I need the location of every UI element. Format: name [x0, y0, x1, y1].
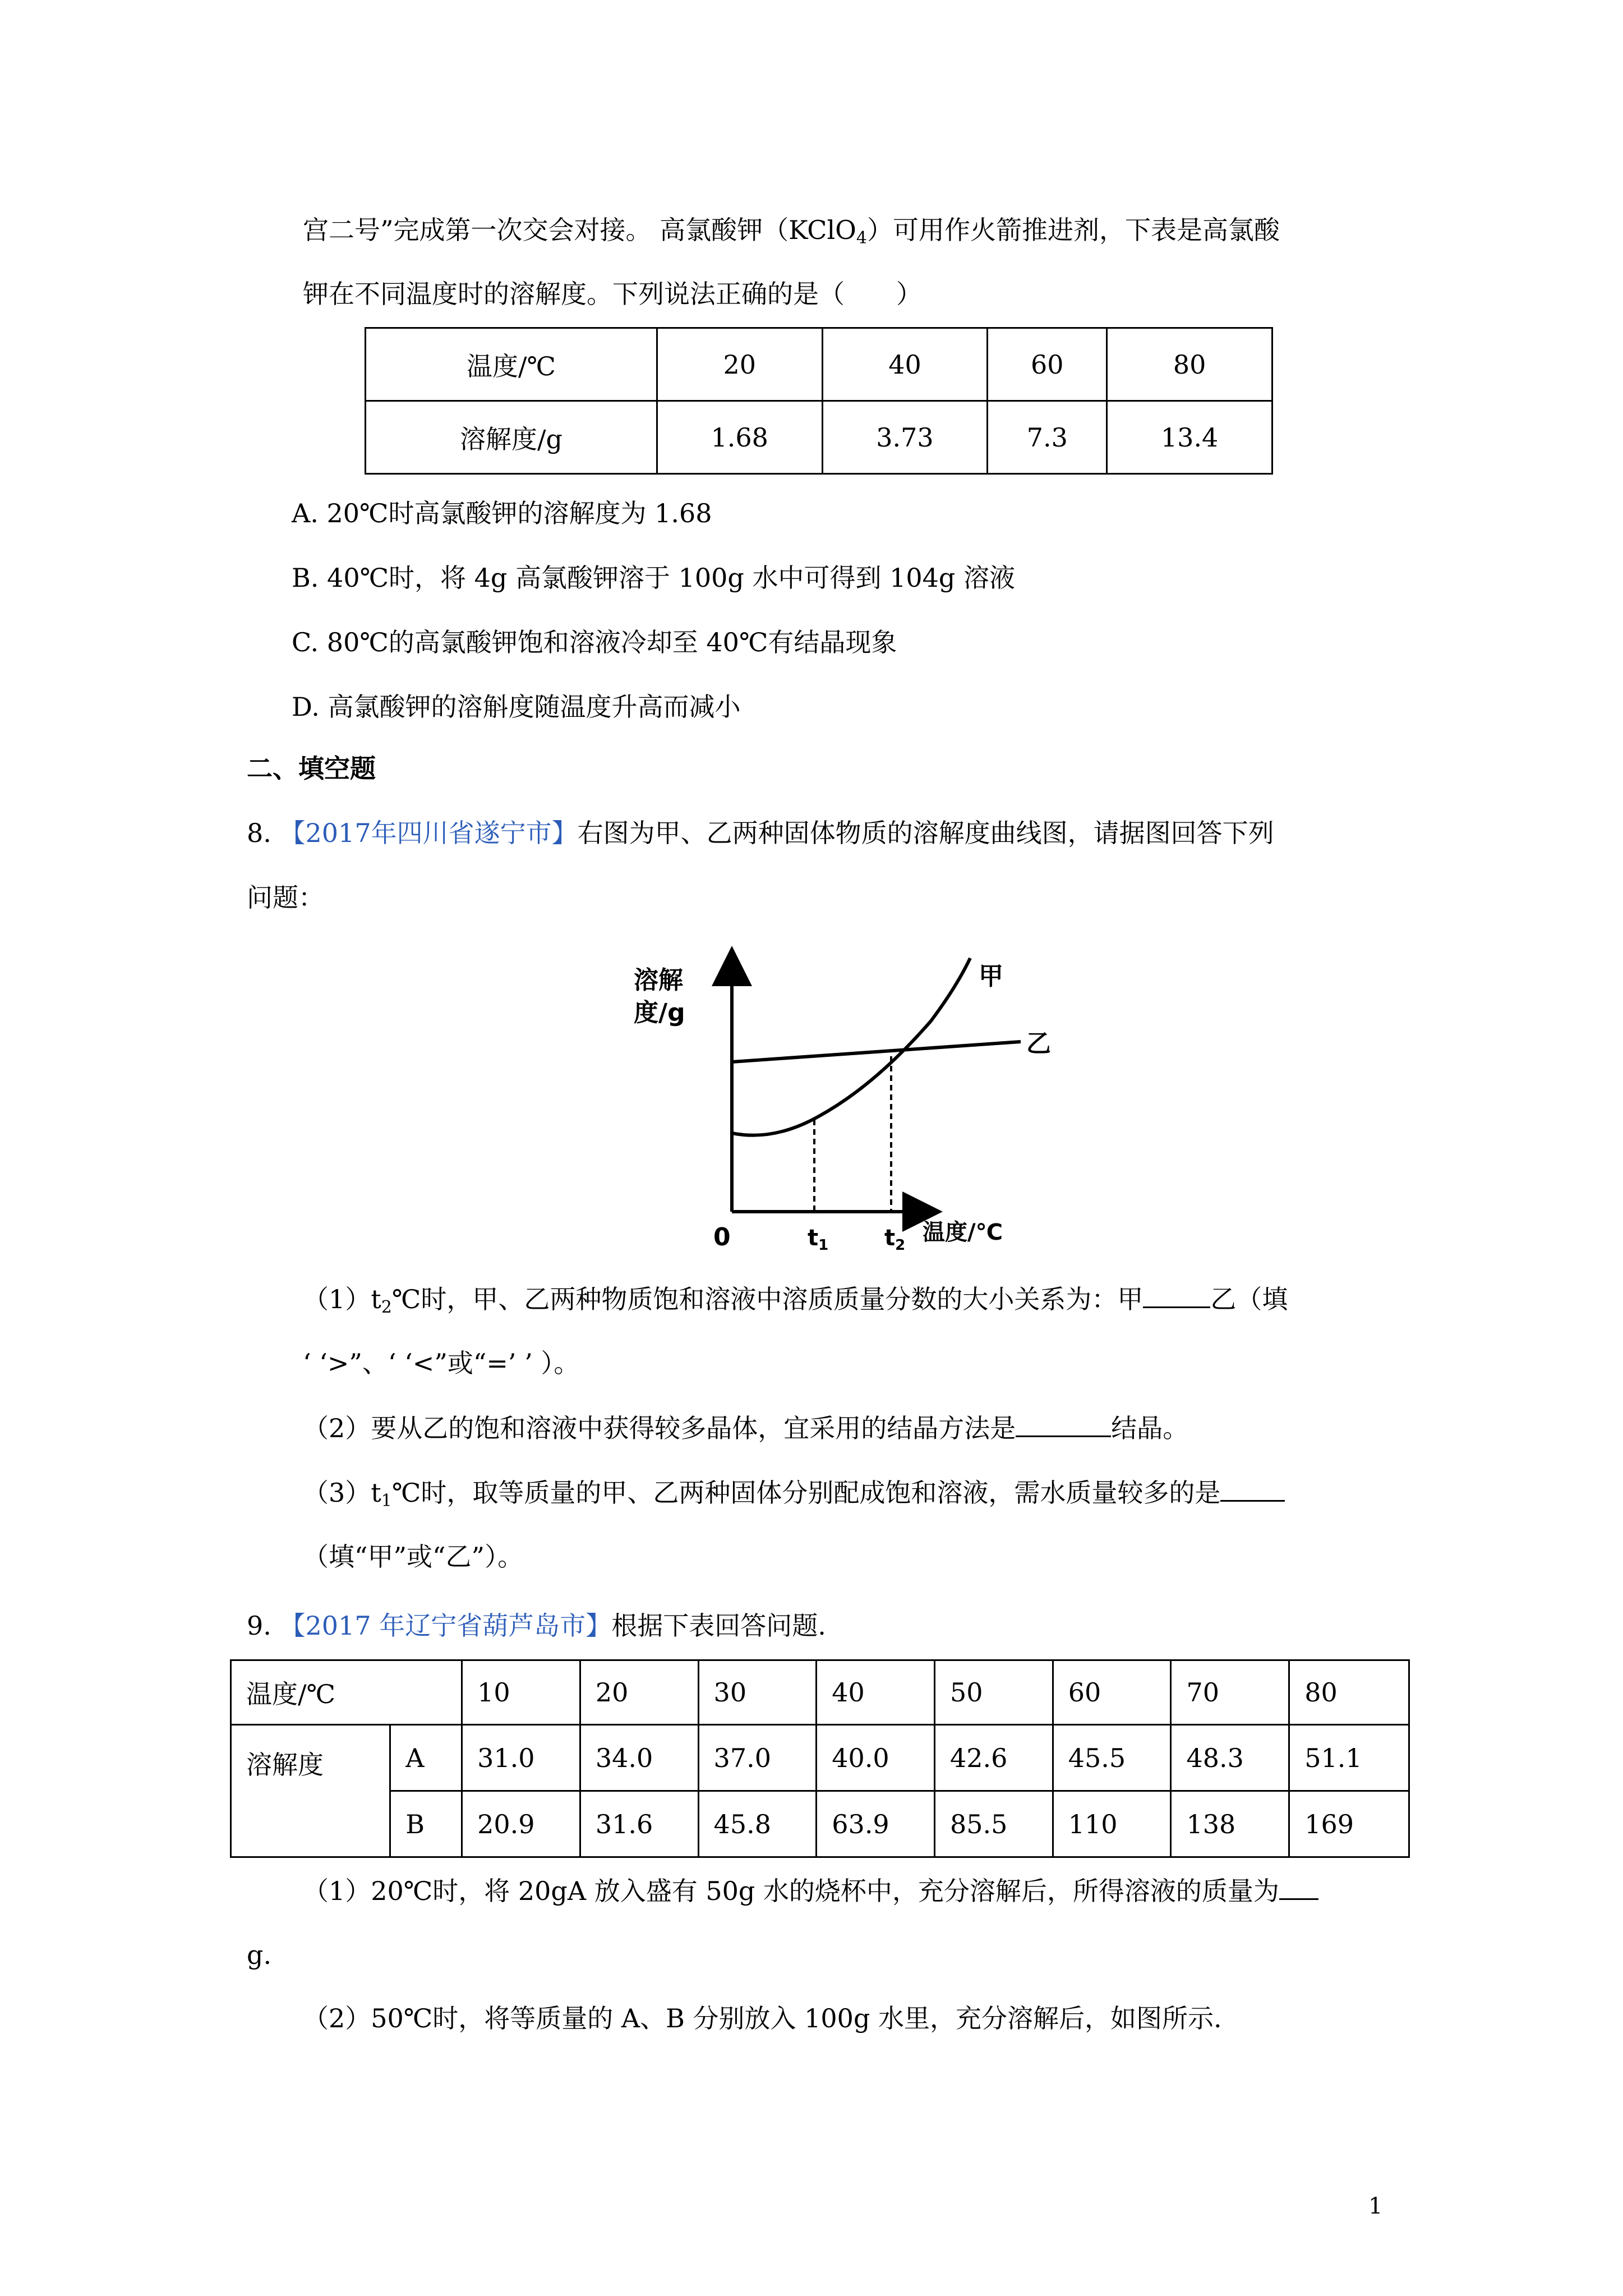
q8-number: 8.: [247, 818, 271, 848]
y-axis-label-2: 度/g: [634, 999, 685, 1027]
table-cell: 溶解度: [231, 1725, 390, 1857]
table-cell: 20.9: [462, 1791, 580, 1857]
curve-yi-label: 乙: [1026, 1029, 1051, 1058]
table-cell: 51.1: [1289, 1725, 1409, 1791]
answer-blank[interactable]: [1016, 1411, 1111, 1437]
table-cell: 10: [462, 1660, 580, 1725]
q9-stem: 9. 【2017 年辽宁省葫芦岛市】根据下表回答问题.: [247, 1611, 826, 1641]
table-cell: 169: [1289, 1791, 1409, 1857]
table-cell: 13.4: [1107, 401, 1272, 474]
table-cell: 30: [698, 1660, 817, 1725]
table-cell: 34.0: [580, 1725, 698, 1791]
page-number: 1: [1368, 2193, 1383, 2219]
table-cell: 20: [657, 328, 822, 401]
y-axis-label-1: 溶解: [634, 966, 683, 995]
table-cell: 溶解度/g: [366, 401, 657, 474]
table-cell: 45.5: [1053, 1725, 1171, 1791]
q8-sub3-line1: $(3)t_1℃$时，取等质量的甲、乙两种固体分别配成饱和溶液，需水质量较多的是: [303, 1475, 1285, 1518]
q9-solubility-table: [230, 1659, 1410, 1858]
table-cell: 1.68: [657, 401, 822, 474]
q7-option-a: A. 20℃时高氯酸钾的溶解度为 1.68: [292, 498, 712, 528]
table-cell: 110: [1053, 1791, 1171, 1857]
table-cell: 温度/℃: [231, 1660, 462, 1725]
table-cell: 80: [1107, 328, 1272, 401]
table-cell: 31.0: [462, 1725, 580, 1791]
origin-label: 0: [713, 1223, 731, 1251]
q8-stem-line1: 8. 【2017年四川省遂宁市】右图为甲、乙两种固体物质的溶解度曲线图，请据图回答下列: [247, 818, 1274, 848]
curve-jia-label: 甲: [979, 962, 1003, 991]
curve-yi: [732, 1042, 1021, 1062]
table-cell: 48.3: [1171, 1725, 1289, 1791]
q7-option-b: B. 40℃时，将 4g 高氯酸钾溶于 100g 水中可得到 104g 溶液: [292, 563, 1015, 593]
table-cell: 85.5: [935, 1791, 1053, 1857]
table-cell: 7.3: [988, 401, 1107, 474]
q8-sub1-line2: ‘ ‘>”、‘ ‘<”或“=’ ’ ）。: [303, 1348, 580, 1378]
q7-option-c: C. 80℃的高氯酸钾饱和溶液冷却至 40℃有结晶现象: [292, 627, 897, 657]
section-title: 二、填空题: [247, 753, 376, 784]
table-cell: 40: [822, 328, 988, 401]
table-cell: 63.9: [817, 1791, 935, 1857]
q9-sub1-line1: （1）20℃时，将 20gA 放入盛有 50g 水的烧杯中，充分溶解后，所得溶液的质量为: [303, 1874, 1318, 1908]
q9-sub2: （2）50℃时，将等质量的 A、B 分别放入 100g 水里，充分溶解后，如图所示.: [303, 2003, 1222, 2033]
table-cell: 60: [988, 328, 1107, 401]
table-cell: 138: [1171, 1791, 1289, 1857]
table-cell: 40: [817, 1660, 935, 1725]
q9-source: 【2017 年辽宁省葫芦岛市】: [279, 1611, 612, 1641]
q7-solubility-table: [365, 327, 1273, 475]
solubility-curve-figure: [617, 954, 1051, 1257]
x-axis-label: 温度/℃: [923, 1220, 1003, 1245]
table-cell: 温度/℃: [366, 328, 657, 401]
answer-blank[interactable]: [1279, 1874, 1318, 1900]
q8-stem-line2: 问题：: [247, 882, 324, 913]
table-cell: 40.0: [817, 1725, 935, 1791]
q8-sub1-line1: $(1)t_2℃$时，甲、乙两种物质饱和溶液中溶质质量分数的大小关系为：甲 乙（填: [303, 1282, 1288, 1324]
q8-sub2: （2）要从乙的饱和溶液中获得较多晶体，宜采用的结晶方法是 结晶。: [303, 1411, 1188, 1445]
table-cell: 42.6: [935, 1725, 1053, 1791]
table-cell: B: [390, 1791, 462, 1857]
answer-blank[interactable]: [1220, 1475, 1285, 1502]
table-cell: 80: [1289, 1660, 1409, 1725]
table-cell: A: [390, 1725, 462, 1791]
answer-blank[interactable]: [1143, 1282, 1210, 1308]
q7-stem-line1: 宫二号”完成第一次交会对接。 高氯酸钾（KClO$_4$）可用作火箭推进剂，下表是高氯酸: [303, 215, 1280, 248]
t1-label: $t_1$: [808, 1225, 829, 1254]
table-cell: 70: [1171, 1660, 1289, 1725]
q8-source: 【2017年四川省遂宁市】: [279, 818, 578, 848]
table-cell: 3.73: [822, 401, 988, 474]
q9-sub1-line2: g.: [247, 1940, 272, 1970]
q7-option-d: D. 高氯酸钾的溶斛度随温度升高而减小: [292, 692, 741, 722]
q7-stem-line2: 钾在不同温度时的溶解度。下列说法正确的是（ ）: [303, 279, 922, 309]
table-cell: 45.8: [698, 1791, 817, 1857]
t2-label: $t_2$: [884, 1225, 906, 1254]
q8-sub3-line2: （填“甲”或“乙”）。: [303, 1542, 524, 1572]
table-cell: 50: [935, 1660, 1053, 1725]
table-cell: 20: [580, 1660, 698, 1725]
q9-number: 9.: [247, 1611, 271, 1641]
table-cell: 60: [1053, 1660, 1171, 1725]
table-cell: 31.6: [580, 1791, 698, 1857]
table-cell: 37.0: [698, 1725, 817, 1791]
